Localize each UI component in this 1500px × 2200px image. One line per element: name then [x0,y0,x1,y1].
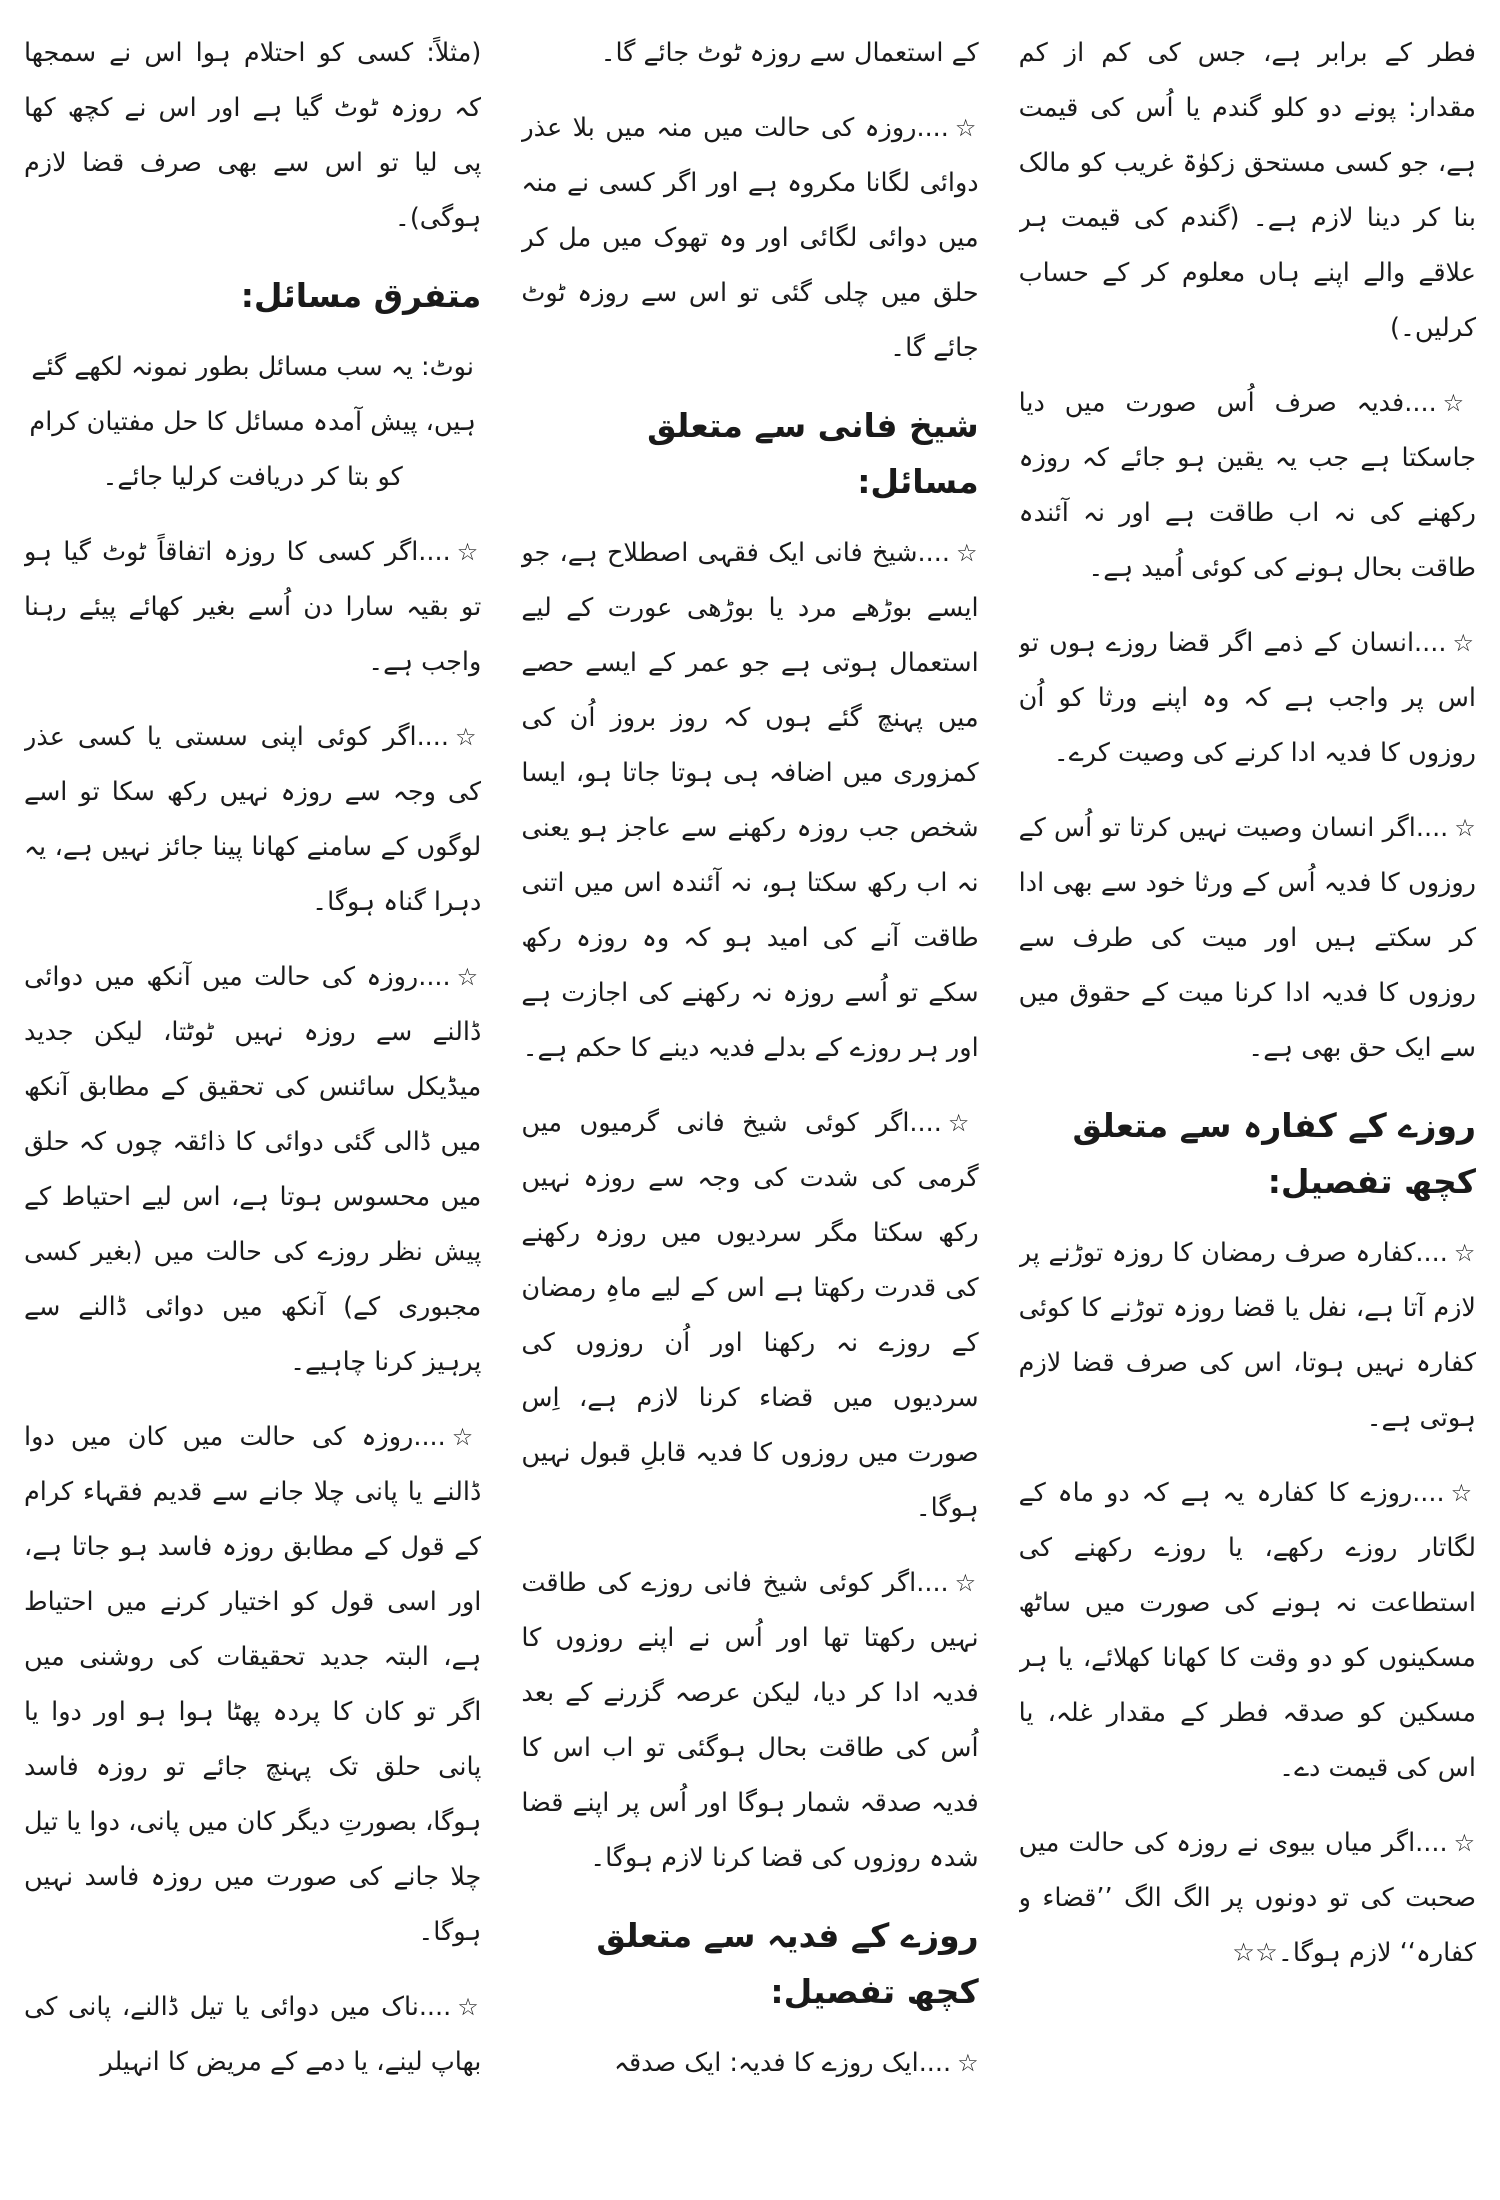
paragraph [521,2036,978,2091]
paragraph [1019,26,1476,356]
star-icon: ☆ [954,1569,979,1597]
paragraph-text: ....اگر کسی کا روزہ اتفاقاً ٹوٹ گیا ہو تو بقیہ سارا دن اُسے بغیر کھائے پیئے رہنا واجب ہے۔ [24,537,482,677]
note-paragraph [24,340,481,505]
column-left [1019,26,1476,2180]
paragraph [521,101,978,376]
column-middle [521,26,978,2180]
paragraph-text: کے استعمال سے روزہ ٹوٹ جائے گا۔ [600,38,979,68]
paragraph-text: ....روزہ کی حالت میں آنکھ میں دوائی ڈالنے سے روزہ نہیں ٹوٹتا، لیکن جدید میڈیکل سائنس کی تحقیق کے مطابق آنکھ میں ڈالی گئی دوائی کا ذائقہ چوں کہ حلق میں محسوس ہوتا ہے، اس لیے احتیاط کے پیش نظر روزے کی حالت میں (بغیر کسی مجبوری کے) آنکھ میں دوائی ڈالنے سے پرہیز کرنا چاہیے۔ [24,962,482,1377]
paragraph-text: ....اگر کوئی شیخ فانی گرمیوں میں گرمی کی شدت کی وجہ سے روزہ نہیں رکھ سکتا مگر سردیوں میں روزہ رکھنے کی قدرت رکھتا ہے اس کے لیے ماہِ رمضان کے روزے نہ رکھنا اور اُن روزوں کی سردیوں میں قضاء کرنا لازم ہے، اِس صورت میں روزوں کا فدیہ قابلِ قبول نہیں ہوگا۔ [521,1108,979,1523]
star-icon: ☆ [1454,814,1476,842]
paragraph [1019,1226,1476,1446]
paragraph-text: ....شیخ فانی ایک فقہی اصطلاح ہے، جو ایسے بوڑھے مرد یا بوڑھی عورت کے لیے استعمال ہوتی ہے جو عمر کے ایسے حصے میں پہنچ گئے ہوں کہ روز بروز اُن کی کمزوری میں اضافہ ہی ہوتا جاتا ہو، ایسا شخص جب روزہ رکھنے سے عاجز ہو یعنی نہ اب رکھ سکتا ہو، نہ آئندہ اس میں اتنی طاقت آنے کی امید ہو کہ وہ روزہ رکھ سکے تو اُسے روزہ نہ رکھنے کی اجازت ہے اور ہر روزے کے بدلے فدیہ دینے کا حکم ہے۔ [521,538,979,1063]
star-icon: ☆ [455,723,482,751]
paragraph-text: ....اگر میاں بیوی نے روزہ کی حالت میں صحبت کی تو دونوں پر الگ الگ ’’قضاء و کفارہ‘‘ لازم ہوگا۔☆☆ [1018,1828,1476,1968]
star-icon: ☆ [456,963,482,991]
paragraph-text: ....روزہ کی حالت میں منہ میں بلا عذر دوائی لگانا مکروہ ہے اور اگر کسی نے منہ میں دوائی لگائی اور وہ تھوک میں مل کر حلق میں چلی گئی تو اس سے روزہ ٹوٹ جائے گا۔ [521,113,979,363]
section-heading: متفرق مسائل: [240,276,482,315]
star-icon: ☆ [1442,389,1476,417]
section-heading: روزے کے کفارہ سے متعلق کچھ تفصیل: [1072,1106,1476,1201]
paragraph-text: ....روزے کا کفارہ یہ ہے کہ دو ماہ کے لگاتار روزے رکھے، یا روزے رکھنے کی استطاعت نہ ہونے کی صورت میں ساٹھ مسکینوں کو دو وقت کا کھانا کھلائے، یا ہر مسکین کو صدقہ فطر کے مقدار غلہ، یا اس کی قیمت دے۔ [1018,1478,1476,1783]
paragraph [1019,1816,1476,1981]
paragraph-text: ....فدیہ صرف اُس صورت میں دیا جاسکتا ہے جب یہ یقین ہو جائے کہ روزہ رکھنے کی نہ اب طاقت ہے اور نہ آئندہ طاقت بحال ہونے کی کوئی اُمید ہے۔ [1018,388,1476,583]
star-icon: ☆ [1453,1239,1476,1267]
star-icon: ☆ [451,1423,482,1451]
star-icon: ☆ [947,1109,979,1137]
paragraph [521,1096,978,1536]
paragraph-text: فطر کے برابر ہے، جس کی کم از کم مقدار: پونے دو کلو گندم یا اُس کی قیمت ہے، جو کسی مستحق زکوٰۃ غریب کو مالک بنا کر دینا لازم ہے۔ (گندم کی قیمت ہر علاقے والے اپنے ہاں معلوم کر کے حساب کرلیں۔) [1018,38,1476,343]
star-icon: ☆ [1450,1479,1476,1507]
paragraph-text: ....انسان کے ذمے اگر قضا روزے ہوں تو اس پر واجب ہے کہ وہ اپنے ورثا کو اُن روزوں کا فدیہ ادا کرنے کی وصیت کرے۔ [1018,628,1476,768]
paragraph [24,525,481,690]
paragraph [1019,1466,1476,1796]
paragraph [24,710,481,930]
paragraph [24,26,481,246]
paragraph [24,1410,481,1960]
paragraph [521,1556,978,1886]
paragraph [1019,376,1476,596]
column-right [24,26,481,2180]
paragraph-text: ....کفارہ صرف رمضان کا روزہ توڑنے پر لازم آتا ہے، نفل یا قضا روزہ توڑنے کا کوئی کفارہ نہیں ہوتا، اس کی صرف قضا لازم ہوتی ہے۔ [1018,1238,1476,1433]
paragraph-text: ....روزہ کی حالت میں کان میں دوا ڈالنے یا پانی چلا جانے سے قدیم فقہاء کرام کے قول کے مطابق روزہ فاسد ہو جاتا ہے، اور اسی قول کو اختیار کرنے میں احتیاط ہے، البتہ جدید تحقیقات کی روشنی میں اگر تو کان کا پردہ پھٹا ہوا ہو اور دوا یا پانی حلق تک پہنچ جائے تو روزہ فاسد ہوگا، بصورتِ دیگر کان میں پانی، دوا یا تیل چلا جانے کی صورت میں روزہ فاسد نہیں ہوگا۔ [24,1422,482,1947]
star-icon: ☆ [1452,629,1476,657]
paragraph-text: (مثلاً: کسی کو احتلام ہوا اس نے سمجھا کہ روزہ ٹوٹ گیا ہے اور اس نے کچھ کھا پی لیا تو اس سے بھی صرف قضا لازم ہوگی)۔ [24,38,482,233]
section-heading: شیخ فانی سے متعلق مسائل: [647,406,979,501]
paragraph [521,526,978,1076]
star-icon: ☆ [957,2049,979,2077]
star-icon: ☆ [954,114,979,142]
paragraph [24,950,481,1390]
paragraph [1019,616,1476,781]
paragraph-text: نوٹ: یہ سب مسائل بطور نمونہ لکھے گئے ہیں، پیش آمدہ مسائل کا حل مفتیان کرام کو بتا کر دریافت کرلیا جائے۔ [29,352,476,492]
star-icon: ☆ [955,539,979,567]
star-icon: ☆ [456,538,482,566]
star-icon: ☆ [1453,1829,1476,1857]
paragraph-text: ....اگر انسان وصیت نہیں کرتا تو اُس کے روزوں کا فدیہ اُس کے ورثا خود سے بھی ادا کر سکتے ہیں اور میت کی طرف سے روزوں کا فدیہ ادا کرنا میت کے حقوق میں سے ایک حق بھی ہے۔ [1018,813,1476,1063]
section-heading: روزے کے فدیہ سے متعلق کچھ تفصیل: [596,1916,979,2011]
paragraph-text: ....اگر کوئی شیخ فانی روزے کی طاقت نہیں رکھتا تھا اور اُس نے اپنے روزوں کا فدیہ ادا کر دیا، لیکن عرصہ گزرنے کے بعد اُس کی طاقت بحال ہوگئی تو اب اس کا فدیہ صدقہ شمار ہوگا اور اُس پر اپنے قضا شدہ روزوں کی قضا کرنا لازم ہوگا۔ [521,1568,979,1873]
paragraph-text: ....ایک روزے کا فدیہ: ایک صدقہ [614,2048,952,2078]
paragraph-text: ....اگر کوئی اپنی سستی یا کسی عذر کی وجہ سے روزہ نہیں رکھ سکا تو اسے لوگوں کے سامنے کھانا پینا جائز نہیں ہے، یہ دہرا گناہ ہوگا۔ [24,722,482,917]
paragraph [1019,801,1476,1076]
paragraph [521,26,978,81]
star-icon: ☆ [457,1993,482,2021]
paragraph-text: ....ناک میں دوائی یا تیل ڈالنے، پانی کی بھاپ لینے، یا دمے کے مریض کا انہیلر [24,1992,482,2077]
paragraph [24,1980,481,2090]
